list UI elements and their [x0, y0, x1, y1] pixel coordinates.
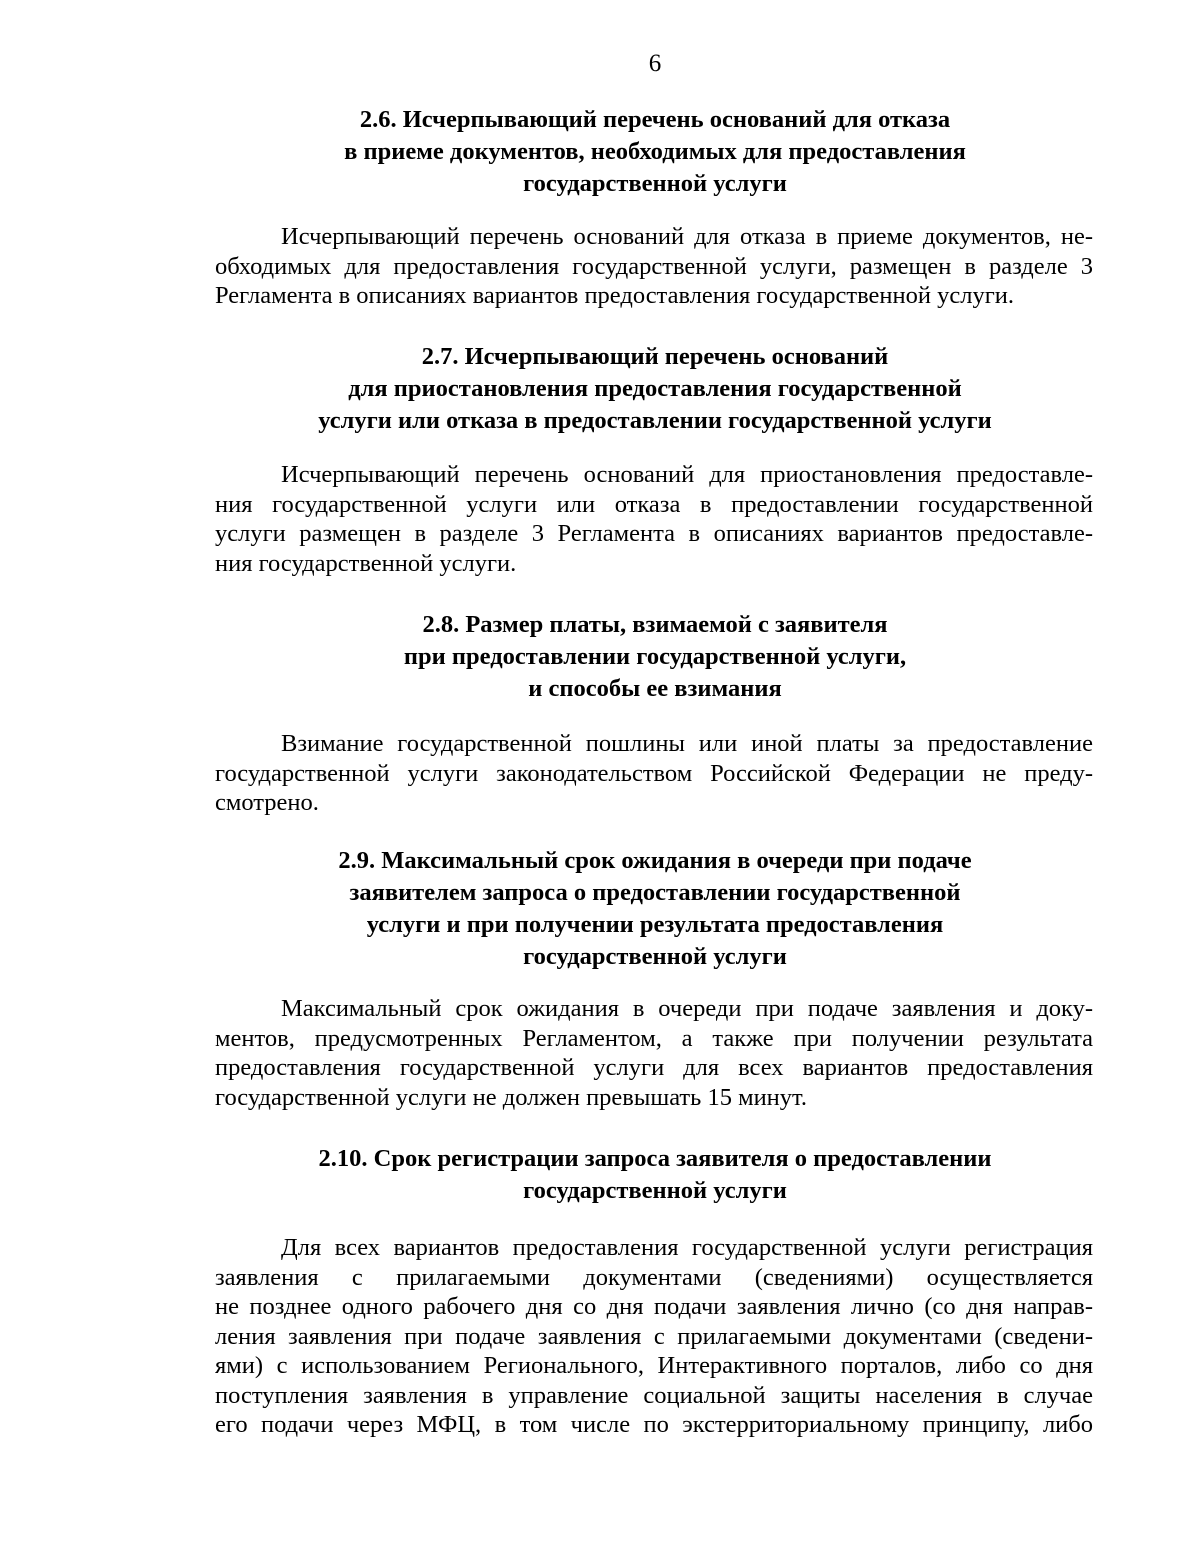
section-2-9-heading [200, 845, 1110, 973]
paragraph-line: услуги размещен в разделе 3 Регламента в описаниях вариантов предоставле- [215, 520, 1093, 547]
paragraph-line: ния государственной услуги или отказа в предоставлении государственной [215, 490, 1093, 518]
section-2-6-paragraph [215, 222, 1093, 311]
page-number: 6 [648, 50, 662, 77]
heading-line: 2.7. Исчерпывающий перечень оснований [421, 343, 889, 370]
paragraph-line: Максимальный срок ожидания в очереди при подаче заявления и доку- [281, 995, 1093, 1022]
paragraph-line: ментов, предусмотренных Регламентом, а также при получении результата [215, 1024, 1093, 1052]
paragraph-line: предоставления государственной услуги для всех вариантов предоставления [215, 1054, 1093, 1081]
paragraph-line: его подачи через МФЦ, в том числе по экстерриториальному принципу, либо [215, 1411, 1093, 1438]
heading-line: и способы ее взимания [528, 675, 782, 702]
paragraph-line: смотрено. [215, 789, 319, 816]
section-2-8-heading [200, 609, 1110, 705]
paragraph-line: государственной услуги законодательством Российской Федерации не преду- [215, 759, 1093, 787]
heading-line: услуги и при получении результата предоставления [366, 911, 944, 938]
heading-line: 2.9. Максимальный срок ожидания в очереди при подаче [338, 847, 972, 874]
paragraph-line: поступления заявления в управление социальной защиты населения в случае [215, 1381, 1093, 1409]
paragraph-line: ния государственной услуги. [215, 549, 517, 577]
heading-line: государственной услуги [523, 170, 787, 197]
heading-line: заявителем запроса о предоставлении государственной [349, 879, 961, 906]
heading-line: 2.6. Исчерпывающий перечень оснований для отказа [359, 106, 951, 133]
paragraph-line: Регламента в описаниях вариантов предоставления государственной услуги. [215, 282, 1015, 309]
paragraph-line: Взимание государственной пошлины или иной платы за предоставление [281, 730, 1093, 757]
heading-line: государственной услуги [523, 1177, 787, 1204]
paragraph-line: не позднее одного рабочего дня со дня подачи заявления лично (со дня направ- [215, 1293, 1093, 1320]
section-2-7-paragraph [215, 460, 1093, 578]
paragraph-line: заявления с прилагаемыми документами (сведениями) осуществляется [215, 1263, 1093, 1291]
section-2-7-heading [200, 341, 1110, 437]
section-2-10-heading [200, 1143, 1110, 1207]
paragraph-line: ями) с использованием Регионального, Интерактивного порталов, либо со дня [215, 1352, 1093, 1379]
paragraph-line: ления заявления при подаче заявления с прилагаемыми документами (сведени- [215, 1322, 1093, 1350]
paragraph-line: государственной услуги не должен превышать 15 минут. [215, 1083, 808, 1111]
section-2-10-paragraph [215, 1233, 1093, 1440]
heading-line: при предоставлении государственной услуги, [403, 643, 907, 670]
heading-line: услуги или отказа в предоставлении государственной услуги [318, 407, 992, 434]
paragraph-line: Для всех вариантов предоставления государственной услуги регистрация [281, 1234, 1093, 1261]
heading-line: 2.10. Срок регистрации запроса заявителя о предоставлении [318, 1145, 992, 1172]
paragraph-line: обходимых для предоставления государственной услуги, размещен в разделе 3 [215, 252, 1093, 280]
section-2-8-paragraph [215, 729, 1093, 818]
heading-line: в приеме документов, необходимых для предоставления [344, 138, 966, 165]
heading-line: для приостановления предоставления государственной [348, 375, 962, 402]
heading-line: государственной услуги [523, 943, 787, 970]
heading-line: 2.8. Размер платы, взимаемой с заявителя [422, 611, 888, 638]
section-2-6-heading [200, 104, 1110, 200]
paragraph-line: Исчерпывающий перечень оснований для отказа в приеме документов, не- [281, 223, 1093, 250]
section-2-9-paragraph [215, 994, 1093, 1112]
paragraph-line: Исчерпывающий перечень оснований для приостановления предоставле- [281, 461, 1093, 488]
